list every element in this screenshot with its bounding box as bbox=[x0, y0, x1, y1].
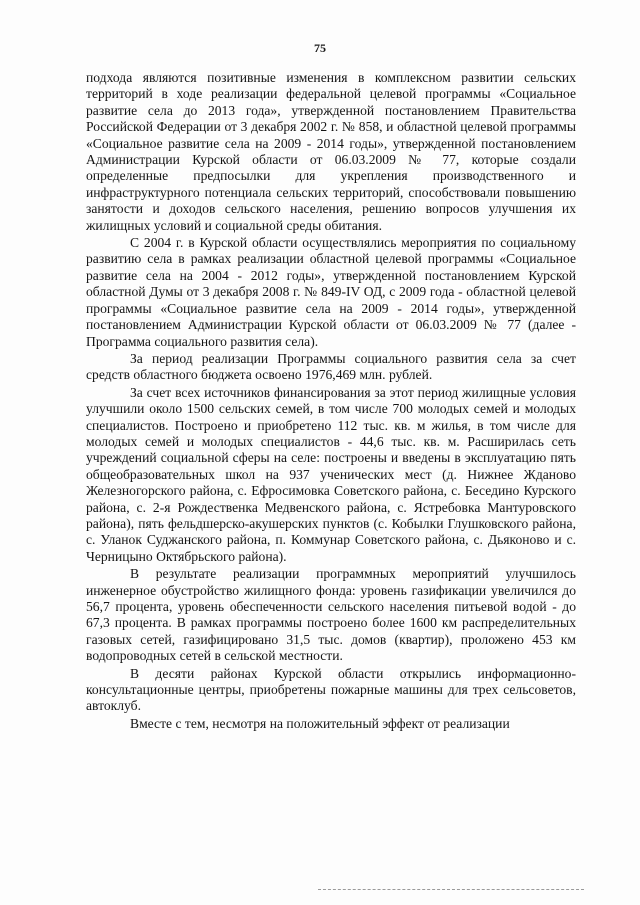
paragraph-2: С 2004 г. в Курской области осуществлялись мероприятия по социальному развитию села в рамках реализации областной целевой программы «Социальное развитие села на 2004 - 2012 годы», утвержденной постановлением Курской областной Думы от 3 декабря 2008 г. № 849-IV ОД, с 2009 года - областной целевой программы «Социальное развитие села на 2009 - 2014 годы», утвержденной постановлением Администрации Курской области от 06.03.2009 № 77 (далее - Программа социального развития села). bbox=[86, 235, 576, 349]
paragraph-7: Вместе с тем, несмотря на положительный эффект от реализации bbox=[130, 715, 510, 731]
body-text bbox=[86, 70, 576, 732]
paragraph-6: В десяти районах Курской области открылись информационно-консультационные центры, приобретены пожарные машины для трех сельсоветов, автоклуб. bbox=[86, 665, 576, 714]
paragraph-3: За период реализации Программы социального развития села за счет средств областного бюджета освоено 1976,469 млн. рублей. bbox=[86, 350, 576, 383]
scan-edge-line bbox=[318, 889, 584, 890]
page-number: 75 bbox=[314, 41, 326, 55]
paragraph-5: В результате реализации программных мероприятий улучшилось инженерное обустройство жилищного фонда: уровень газификации увеличился до 56,7 процента, уровень обеспеченности сельского населения питьевой водой - до 67,3 процента. В рамках программы построено более 1600 км распределительных газовых сетей, газифицировано 31,5 тыс. домов (квартир), проложено 453 км водопроводных сетей в сельской местности. bbox=[86, 566, 576, 664]
paragraph-4: За счет всех источников финансирования за этот период жилищные условия улучшили около 1500 сельских семей, в том числе 700 молодых семей и молодых специалистов. Построено и приобретено 112 тыс. кв. м жилья, в том числе для молодых семей и молодых специалистов - 44,6 тыс. кв. м. Расширилась сеть учреждений социальной сферы на селе: построены и введены в эксплуатацию пять общеобразовательных школ на 937 ученических мест (д. Нижнее Жданово Железногорского района, с. Ефросимовка Советского района, с. Беседино Курского района, с. 2-я Рождественка Медвенского района, с. Ястребовка Мантуровского района), пять фельдшерско-акушерских пунктов (с. Кобылки Глушковского района, с. Уланок Суджанского района, п. Коммунар Советского района, с. Дьяконово и с. Черницыно Октябрьского района). bbox=[86, 384, 576, 564]
paragraph-1: подхода являются позитивные изменения в комплексном развитии сельских территорий в ходе реализации федеральной целевой программы «Социальное развитие села до 2013 года», утвержденной постановлением Правительства Российской Федерации от 3 декабря 2002 г. № 858, и областной целевой программы «Социальное развитие села на 2009 - 2014 годы», утвержденной постановлением Администрации Курской области от 06.03.2009 № 77, которые создали определенные предпосылки для укрепления производственного и инфраструктурного потенциала сельских территорий, способствовали повышению занятости и доходов сельского населения, решению вопросов улучшения их жилищных условий и социальной среды обитания. bbox=[86, 70, 576, 233]
